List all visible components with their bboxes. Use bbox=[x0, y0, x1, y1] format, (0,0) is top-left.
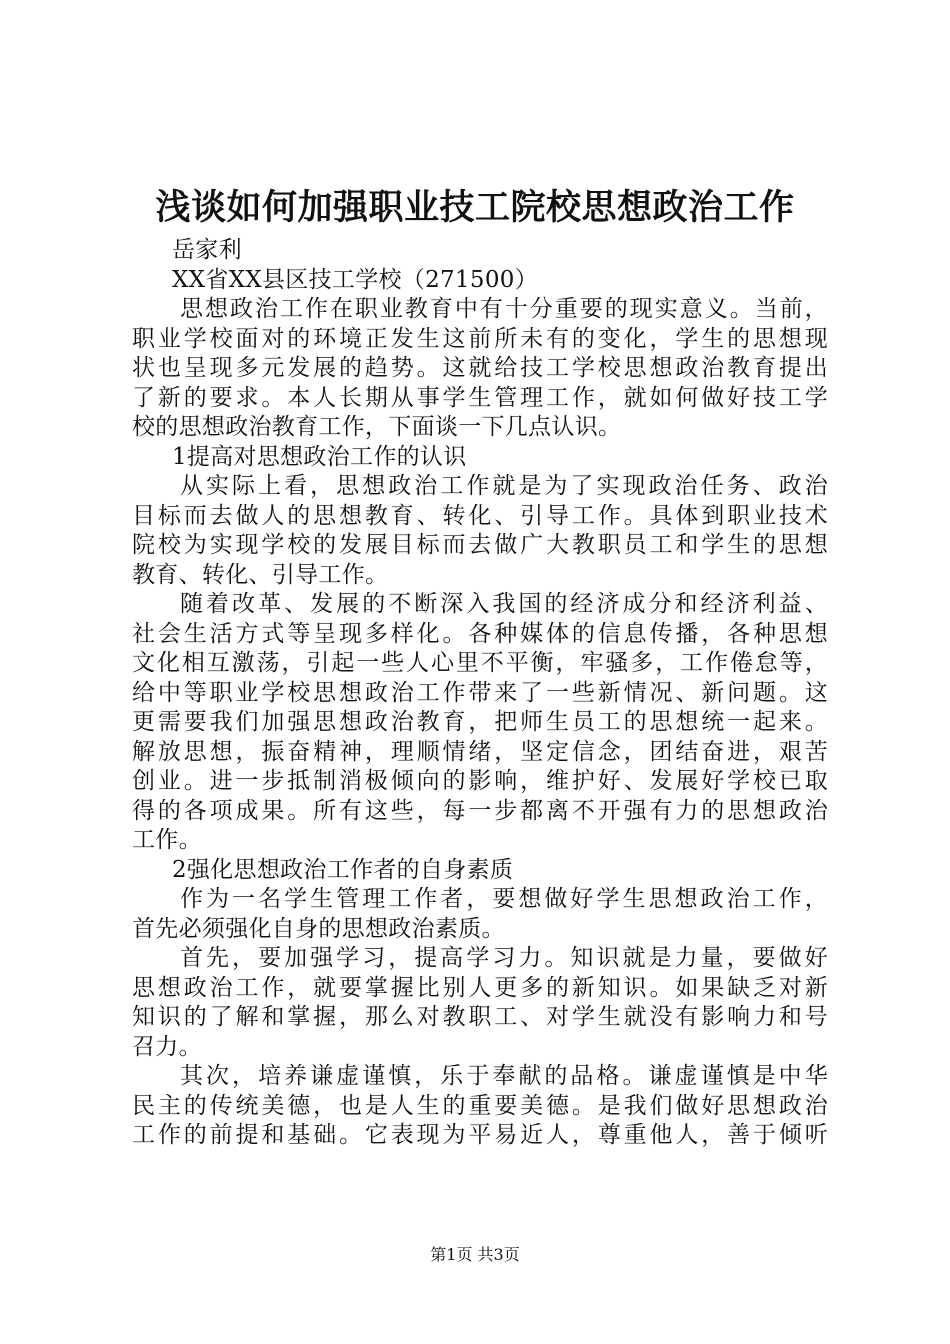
paragraph-line: 首先必须强化自身的思想政治素质。 bbox=[132, 915, 505, 942]
paragraph-line: 其次，培养谦虚谨慎，乐于奉献的品格。谦虚谨慎是中华 bbox=[180, 1063, 828, 1089]
paragraph-line: 创业。进一步抵制消极倾向的影响，维护好、发展好学校已取 bbox=[132, 768, 828, 794]
paragraph-line: 文化相互激荡，引起一些人心里不平衡，牢骚多，工作倦怠等， bbox=[132, 650, 828, 676]
paragraph-line: 工作。 bbox=[132, 827, 202, 853]
paragraph-line: 社会生活方式等呈现多样化。各种媒体的信息传播，各种思想 bbox=[132, 620, 828, 647]
page-footer: 第1页 共3页 bbox=[430, 1245, 520, 1264]
document-title: 浅谈如何加强职业技工院校思想政治工作 bbox=[155, 188, 795, 228]
paragraph-line: 院校为实现学校的发展目标而去做广大教职员工和学生的思想 bbox=[132, 532, 828, 558]
paragraph-line: 民主的传统美德，也是人生的重要美德。是我们做好思想政治 bbox=[132, 1092, 828, 1119]
paragraph-line: 状也呈现多元发展的趋势。这就给技工学校思想政治教育提出 bbox=[132, 355, 828, 381]
author-info-line: 岳家利 bbox=[172, 237, 242, 263]
paragraph-line: 得的各项成果。所有这些，每一步都离不开强有力的思想政治 bbox=[132, 797, 828, 824]
paragraph-line: 校的思想政治教育工作，下面谈一下几点认识。 bbox=[132, 414, 622, 440]
document-body bbox=[132, 236, 828, 1151]
paragraph-line: 首先，要加强学习，提高学习力。知识就是力量，要做好 bbox=[180, 945, 828, 971]
paragraph-line: 解放思想，振奋精神，理顺情绪，坚定信念，团结奋进，艰苦 bbox=[132, 738, 828, 765]
paragraph-line: 召力。 bbox=[132, 1033, 202, 1060]
paragraph-line: 随着改革、发展的不断深入我国的经济成分和经济利益、 bbox=[180, 591, 828, 617]
paragraph-line: 作为一名学生管理工作者，要想做好学生思想政治工作， bbox=[180, 886, 828, 912]
paragraph-line: 从实际上看，思想政治工作就是为了实现政治任务、政治 bbox=[180, 473, 828, 499]
paragraph-line: 职业学校面对的环境正发生这前所未有的变化，学生的思想现 bbox=[132, 325, 828, 352]
paragraph-line: 思想政治工作在职业教育中有十分重要的现实意义。当前， bbox=[180, 296, 828, 322]
paragraph-line: 目标而去做人的思想教育、转化、引导工作。具体到职业技术 bbox=[132, 502, 828, 529]
paragraph-line: 给中等职业学校思想政治工作带来了一些新情况、新问题。这 bbox=[132, 679, 828, 706]
paragraph-line: 知识的了解和掌握，那么对教职工、对学生就没有影响力和号 bbox=[132, 1004, 828, 1030]
paragraph-line: 思想政治工作，就要掌握比别人更多的新知识。如果缺乏对新 bbox=[132, 974, 828, 1001]
paragraph-line: 工作的前提和基础。它表现为平易近人，尊重他人，善于倾听 bbox=[132, 1122, 828, 1148]
paragraph-line: 了新的要求。本人长期从事学生管理工作，就如何做好技工学 bbox=[132, 384, 828, 411]
author-info-line: XX省XX县区技工学校（271500） bbox=[172, 266, 538, 293]
paragraph-line: 更需要我们加强思想政治教育，把师生员工的思想统一起来。 bbox=[132, 709, 828, 735]
section-heading: 2强化思想政治工作者的自身素质 bbox=[172, 856, 514, 883]
paragraph-line: 教育、转化、引导工作。 bbox=[132, 561, 389, 588]
section-heading: 1提高对思想政治工作的认识 bbox=[172, 443, 467, 470]
